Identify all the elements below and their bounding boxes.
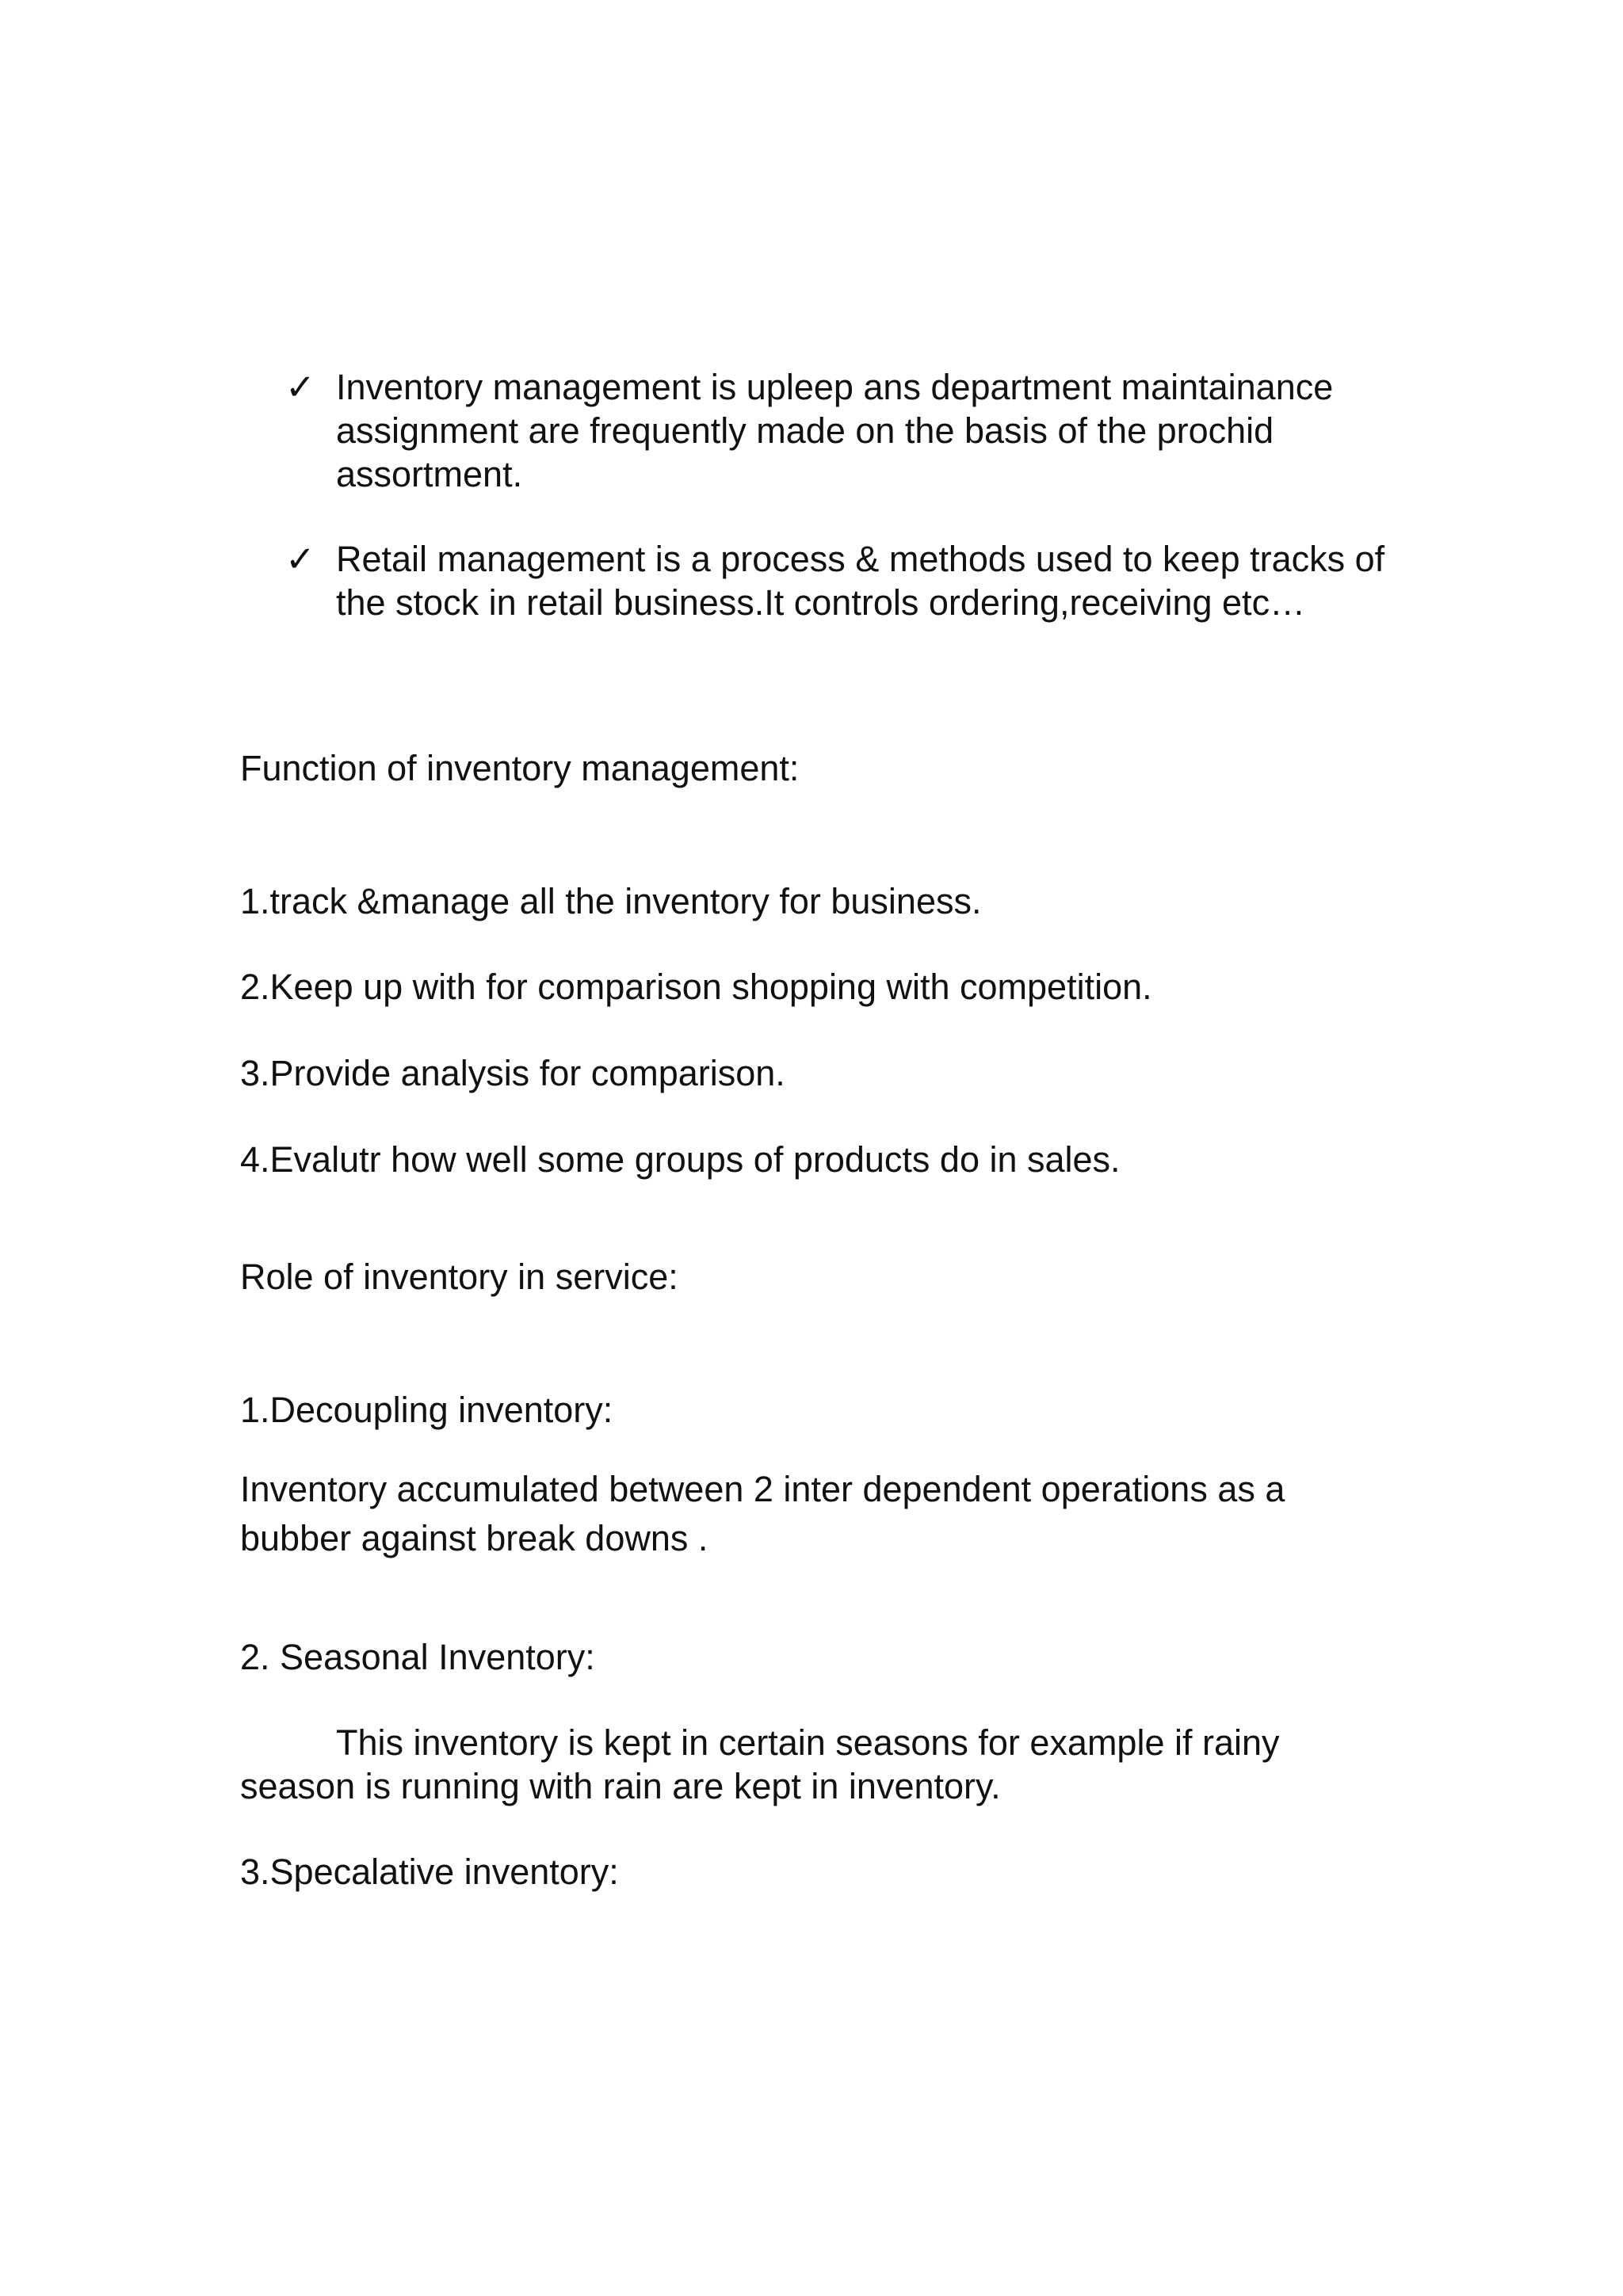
function-item: 4.Evalutr how well some groups of products do in sales.: [240, 1139, 1121, 1180]
bullet-text: Inventory management is upleep ans department maintainance assignment are frequently made on the basis of the prochid assortment.: [336, 367, 1334, 494]
role-body-decoupling: Inventory accumulated between 2 inter dependent operations as a bubber against break downs .: [240, 1469, 1285, 1558]
section-heading-roles: Role of inventory in service:: [240, 1257, 678, 1297]
check-mark-icon: ✓: [285, 367, 315, 407]
role-body-seasonal: This inventory is kept in certain seasons for example if rainy season is running with rain are kept in inventory.: [240, 1722, 1280, 1806]
function-item: 1.track &manage all the inventory for business.: [240, 881, 982, 921]
section-heading-functions: Function of inventory management:: [240, 748, 800, 788]
check-mark-icon: ✓: [285, 539, 315, 579]
bullet-text: Retail management is a process & methods used to keep tracks of the stock in retail business.It controls ordering,receiving etc…: [336, 539, 1385, 623]
function-item: 2.Keep up with for comparison shopping with competition.: [240, 967, 1152, 1007]
function-item: 3.Provide analysis for comparison.: [240, 1053, 785, 1093]
role-title-speculative: 3.Specalative inventory:: [240, 1852, 619, 1892]
role-title-seasonal: 2. Seasonal Inventory:: [240, 1637, 595, 1677]
role-title-decoupling: 1.Decoupling inventory:: [240, 1390, 613, 1430]
